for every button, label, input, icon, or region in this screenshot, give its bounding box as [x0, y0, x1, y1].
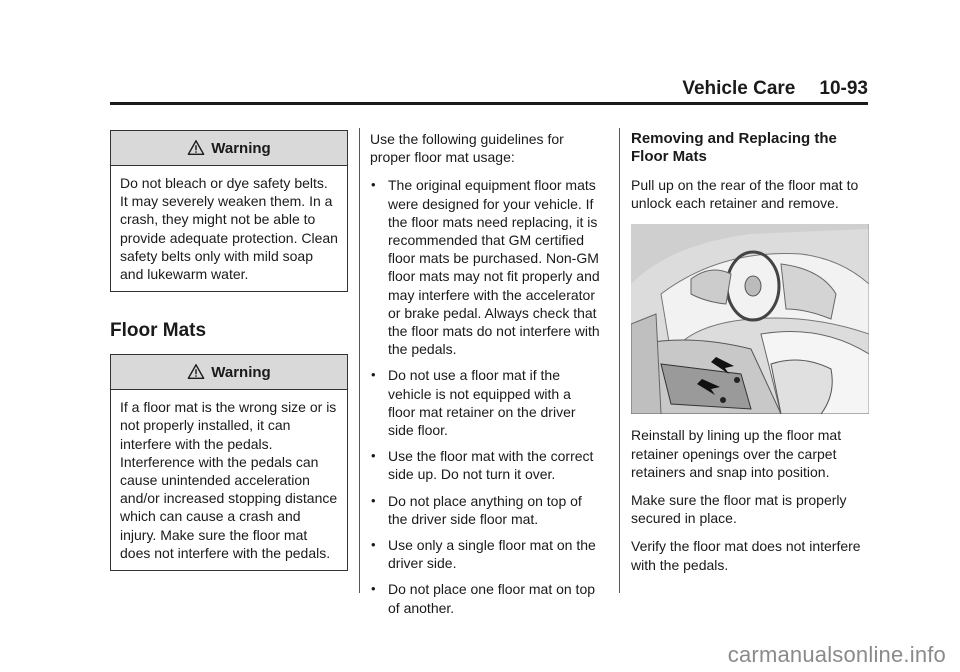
- column-divider: [619, 128, 620, 593]
- column-right: [631, 130, 869, 584]
- list-item: • Use only a single floor mat on the driver side.: [371, 537, 596, 572]
- column-middle: [370, 130, 602, 625]
- warning-text: Do not bleach or dye safety belts. It may severely weaken them. In a crash, they might not be able to provide adequate protection. Clean safety belts only with mild soap and lukewarm water.: [120, 175, 338, 283]
- column-left: [110, 130, 348, 599]
- warning-header: [111, 131, 347, 166]
- guidelines-intro: Use the following guidelines for proper floor mat usage:: [370, 131, 564, 166]
- paragraph-remove: Pull up on the rear of the floor mat to unlock each retainer and remove.: [631, 177, 859, 212]
- paragraph-reinstall: Reinstall by lining up the floor mat retainer openings over the carpet retainers and snap into position.: [631, 427, 842, 480]
- warning-header: [111, 355, 347, 390]
- bullet-dot-icon: •: [371, 177, 376, 193]
- floor-mat-illustration: [631, 224, 869, 414]
- subheading-removing-replacing: Removing and Replacing the Floor Mats: [631, 130, 837, 165]
- section-title-floor-mats: Floor Mats: [110, 320, 207, 342]
- bullet-dot-icon: •: [371, 537, 376, 553]
- column-divider: [359, 128, 360, 593]
- warning-title: Warning: [211, 363, 271, 381]
- warning-triangle-icon: [187, 363, 205, 381]
- bullet-dot-icon: •: [371, 448, 376, 464]
- list-item: • Do not place anything on top of the driver side floor mat.: [371, 492, 582, 527]
- warning-triangle-icon: [187, 139, 205, 157]
- bullet-dot-icon: •: [371, 492, 376, 508]
- guidelines-list: [370, 176, 602, 616]
- bullet-dot-icon: •: [371, 581, 376, 597]
- bullet-dot-icon: •: [371, 367, 376, 383]
- warning-text: If a floor mat is the wrong size or is not properly installed, it can interfere with the pedals. Interference with the pedals can cause unintended acceleration and/or increased stopping distance which can cause a crash and injury. Make sure the floor mat does not interfere with the pedals.: [120, 399, 338, 561]
- header-section-title: Vehicle Care: [682, 78, 796, 99]
- paragraph-secure: Make sure the floor mat is properly secured in place.: [631, 492, 847, 527]
- list-item: • Do not use a floor mat if the vehicle is not equipped with a floor mat retainer on the driver side floor.: [371, 367, 576, 439]
- list-item: • Do not place one floor mat on top of another.: [371, 581, 596, 616]
- warning-box-floor-mats: [110, 354, 348, 571]
- watermark: carmanualsonline.info: [727, 642, 946, 667]
- header-rule: [110, 102, 868, 105]
- warning-box-safety-belts: [110, 130, 348, 292]
- list-item: • Use the floor mat with the correct side up. Do not turn it over.: [371, 448, 594, 483]
- warning-title: Warning: [211, 139, 271, 157]
- list-item: • The original equipment floor mats were designed for your vehicle. If the floor mats need replacing, it is recommended that GM certified floor mats be purchased. Non-GM floor mats may not fit properly and may interfere with the accelerator or brake pedal. Always check that the floor mats do not interfere with the pedals.: [371, 177, 600, 358]
- header-page-number: 10-93: [819, 78, 868, 99]
- paragraph-verify: Verify the floor mat does not interfere with the pedals.: [631, 538, 861, 573]
